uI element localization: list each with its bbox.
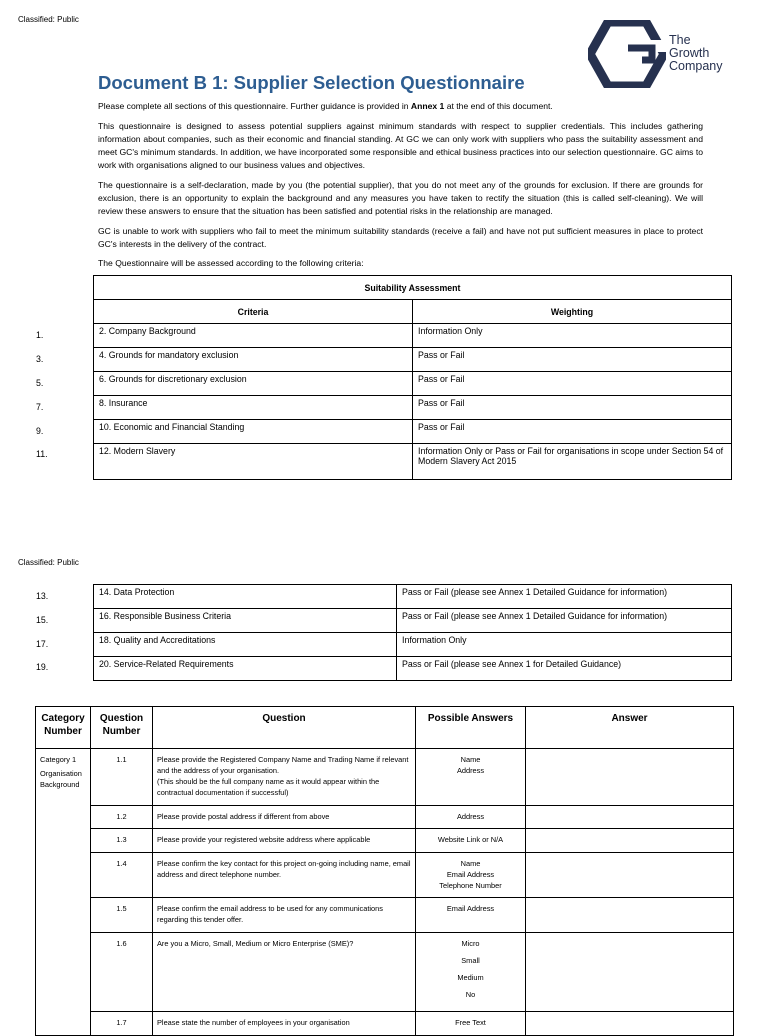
row-number: 15. bbox=[36, 615, 49, 625]
row-number: 5. bbox=[36, 378, 44, 388]
answer-header: Answer bbox=[526, 707, 734, 749]
table-row: 1.5 Please confirm the email address to be used for any communications regarding this tender offer. Email Address bbox=[36, 898, 734, 933]
row-number: 3. bbox=[36, 354, 44, 364]
table-row: 12. Modern Slavery Information Only or Pass or Fail for organisations in scope under Section 54 of Modern Slavery Act 2015 bbox=[94, 444, 732, 480]
row-number: 7. bbox=[36, 402, 44, 412]
possible-answers: Website Link or N/A bbox=[416, 829, 526, 853]
row-number: 9. bbox=[36, 426, 44, 436]
fail-policy-paragraph: GC is unable to work with suppliers who fail to meet the minimum suitability standards (receive a fail) and have not put sufficient measures in place to protect GC's interests in the delivery of the contract. bbox=[98, 226, 703, 249]
answer-field[interactable] bbox=[526, 749, 734, 806]
logo-wordmark: The Growth Company bbox=[669, 33, 723, 73]
weighting-header: Weighting bbox=[413, 300, 732, 324]
question-text: Are you a Micro, Small, Medium or Micro Enterprise (SME)? bbox=[153, 933, 416, 1012]
table-row: 2. Company Background Information Only bbox=[94, 324, 732, 348]
table-row: Category 1 Organisation Background 1.1 Please provide the Registered Company Name and Trading Name if relevant and the address of your organisation. (This should be the full company name as it would appear within the contractual documentation if successful) Name Address bbox=[36, 749, 734, 806]
table-row: 14. Data Protection Pass or Fail (please see Annex 1 Detailed Guidance for information) bbox=[94, 585, 732, 609]
table-title: Suitability Assessment bbox=[94, 276, 732, 300]
table-row: 6. Grounds for discretionary exclusion Pass or Fail bbox=[94, 372, 732, 396]
row-number: 1. bbox=[36, 330, 44, 340]
questionnaire-table bbox=[35, 706, 734, 1036]
table-row: 16. Responsible Business Criteria Pass or Fail (please see Annex 1 Detailed Guidance for information) bbox=[94, 609, 732, 633]
table-row: 4. Grounds for mandatory exclusion Pass or Fail bbox=[94, 348, 732, 372]
possible-answers: Micro Small Medium No bbox=[416, 933, 526, 1012]
question-text: Please confirm the email address to be used for any communications regarding this tender offer. bbox=[153, 898, 416, 933]
gc-logo-icon bbox=[588, 20, 666, 88]
row-number: 13. bbox=[36, 591, 49, 601]
suitability-assessment-table bbox=[93, 275, 732, 480]
question-text: Please state the number of employees in your organisation bbox=[153, 1012, 416, 1036]
criteria-header: Criteria bbox=[94, 300, 413, 324]
table-row: 8. Insurance Pass or Fail bbox=[94, 396, 732, 420]
category-number-header: Category Number bbox=[36, 707, 91, 749]
possible-answers: Free Text bbox=[416, 1012, 526, 1036]
suitability-assessment-table-continued bbox=[93, 584, 732, 681]
purpose-paragraph: This questionnaire is designed to assess potential suppliers against minimum standards with respect to supplier credentials. This includes gathering information about companies, such as their economic and financial standing. At GC we can only work with suppliers who pass the suitability assessment and meet GC's minimum standards. In addition, we have incorporated some responsible and ethical business practices into our selection questionnaire. GC aims to work with organisations aligned to our business values and objectives. bbox=[98, 121, 703, 170]
possible-answers: Address bbox=[416, 806, 526, 829]
possible-answers: Name Address bbox=[416, 749, 526, 806]
question-text: Please provide postal address if different from above bbox=[153, 806, 416, 829]
question-text: Please provide the Registered Company Name and Trading Name if relevant and the address of your organisation. (This should be the full company name as it would appear within the contractual documentation if successful) bbox=[153, 749, 416, 806]
criteria-intro-paragraph: The Questionnaire will be assessed according to the following criteria: bbox=[98, 258, 364, 268]
answer-field[interactable] bbox=[526, 853, 734, 898]
table-row: 20. Service-Related Requirements Pass or Fail (please see Annex 1 for Detailed Guidance) bbox=[94, 657, 732, 681]
question-number-header: Question Number bbox=[91, 707, 153, 749]
answer-field[interactable] bbox=[526, 898, 734, 933]
possible-answers-header: Possible Answers bbox=[416, 707, 526, 749]
table-row: 1.4 Please confirm the key contact for this project on-going including name, email address and direct telephone number. Name Email Address Telephone Number bbox=[36, 853, 734, 898]
possible-answers: Name Email Address Telephone Number bbox=[416, 853, 526, 898]
category-cell: Category 1 Organisation Background bbox=[36, 749, 91, 1036]
question-header: Question bbox=[153, 707, 416, 749]
classification-label: Classified: Public bbox=[18, 558, 79, 567]
table-row: 18. Quality and Accreditations Information Only bbox=[94, 633, 732, 657]
intro-paragraph: Please complete all sections of this questionnaire. Further guidance is provided in Annex 1 at the end of this document. bbox=[98, 101, 553, 111]
growth-company-logo bbox=[588, 20, 738, 90]
answer-field[interactable] bbox=[526, 806, 734, 829]
table-row: 1.7 Please state the number of employees in your organisation Free Text bbox=[36, 1012, 734, 1036]
row-number: 19. bbox=[36, 662, 49, 672]
classification-label: Classified: Public bbox=[18, 15, 79, 24]
answer-field[interactable] bbox=[526, 933, 734, 1012]
table-row: 1.2 Please provide postal address if different from above Address bbox=[36, 806, 734, 829]
table-row: 10. Economic and Financial Standing Pass or Fail bbox=[94, 420, 732, 444]
row-number: 17. bbox=[36, 639, 49, 649]
self-declaration-paragraph: The questionnaire is a self-declaration, made by you (the potential supplier), that you do not meet any of the grounds for exclusion. If there are grounds for exclusion, there is an opportunity to explain the background and any measures you have taken to rectify the situation (this is called self-cleaning). We will review these answers to ensure that the situation has been satisfied and potential risks in the relationship are managed. bbox=[98, 180, 703, 216]
row-number: 11. bbox=[36, 449, 48, 459]
question-text: Please confirm the key contact for this project on-going including name, email address and direct telephone number. bbox=[153, 853, 416, 898]
annex-reference: Annex 1 bbox=[410, 101, 445, 111]
possible-answers: Email Address bbox=[416, 898, 526, 933]
answer-field[interactable] bbox=[526, 829, 734, 853]
table-row: 1.3 Please provide your registered website address where applicable Website Link or N/A bbox=[36, 829, 734, 853]
document-title: Document B 1: Supplier Selection Questionnaire bbox=[98, 72, 525, 93]
table-row: 1.6 Are you a Micro, Small, Medium or Micro Enterprise (SME)? Micro Small Medium No bbox=[36, 933, 734, 1012]
question-text: Please provide your registered website address where applicable bbox=[153, 829, 416, 853]
